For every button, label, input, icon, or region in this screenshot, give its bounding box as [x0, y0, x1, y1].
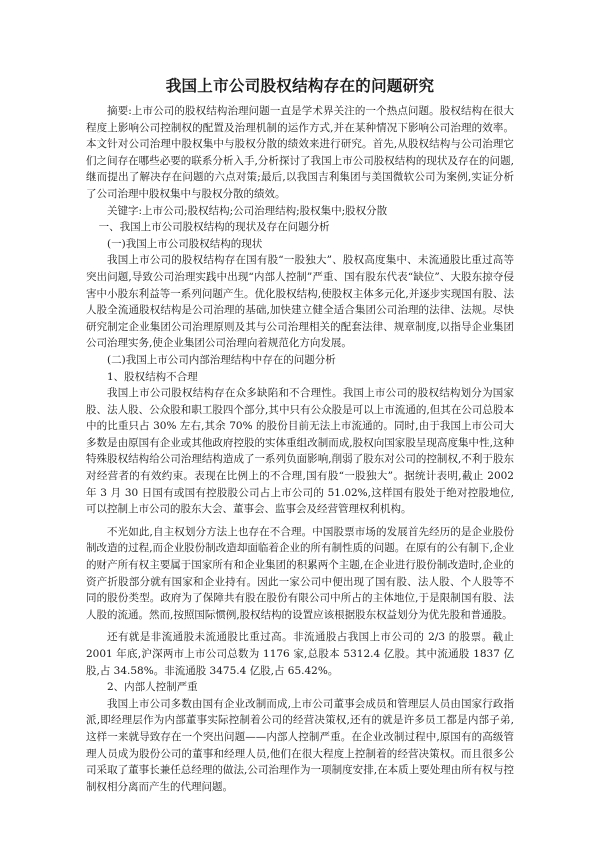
item-heading-2: 2、内部人控制严重: [107, 681, 198, 694]
subsection-1-paragraph: 我国上市公司的股权结构存在国有股“一股独大”、股权高度集中、未流通股比重过高等突出问题,导致公司治理实践中出现“内部人控制”严重、国有股东代表“缺位”、大股东掠夺侵害中小股东利益等一系列问题产生。优化股权结构,使股权主体多元化,并逐步实现国有股、法人股全流通股权结构是公司治理的基础,加快建立健全适合集团公司治理的法律、法规。尽快研究制定企业集团公司治理原则及其与公司治理相关的配套法律、规章制度,以指导企业集团公司治理实务,使企业集团公司治理向着规范化方向发展。: [86, 254, 514, 350]
item-1-paragraph-2: 不光如此,自主权划分方法上也存在不合理。中国股票市场的发展首先经历的是企业股份制改造的过程,而企业股份制改造却面临着企业的所有制性质的问题。在原有的公有制下,企业的财产所有权主要属于国家所有和企业集团的积累两个主题,在企业进行股份制改造时,企业的资产折股部分就有国家和企业持有。因此一家公司中便出现了国有股、法人股、个人股等不同的股份类型。政府为了保障共有股在股份有限公司中所占的主体地位,于是限制国有股、法人股的流通。然而,按照国际惯例,股权结构的设置应该根据股东权益划分为优先股和普通股。: [86, 525, 514, 621]
item-1-paragraph-3: 还有就是非流通股未流通股比重过高。非流通股占我国上市公司的 2/3 的股票。截止 2001 年底,沪深两市上市公司总数为 1176 家,总股本 5312.4 亿股。其中流通股 1837 亿股,占 34.58%。非流通股 3475.4 亿股,占 65.42%。: [86, 631, 514, 677]
item-1-paragraph-1: 我国上市公司股权结构存在众多缺陷和不合理性。我国上市公司的股权结构划分为国家股、法人股、公众股和职工股四个部分,其中只有公众股是可以上市流通的,但其在公司总股本中的比重只占 30% 左右,其余 70% 的股份目前无法上市流通的。同时,由于我国上市公司大多数是由原国有企业或其他政府控股的实体重组改制而成,股权向国家股呈现高度集中性,这种特殊股权结构给公司治理结构造成了一系列负面影响,削弱了股东对公司的控制权,不利于股东对经营者的有效约束。表现在比例上的不合理,国有股“一股独大”。据统计表明,截止 2002 年 3 月 30 日国有或国有控股股公司占上市公司的 51.02%,这样国有股处于绝对控股地位,可以控制上市公司的股东大会、董事会、监事会及经营管理权利机构。: [86, 387, 514, 516]
subsection-heading-2: (二)我国上市公司内部治理结构中存在的问题分析: [107, 353, 336, 366]
section-heading-1: 一、我国上市公司股权结构的现状及存在问题分析: [98, 221, 330, 234]
item-heading-1: 1、股权结构不合理: [107, 370, 198, 383]
keywords-line: 关键字:上市公司;股权结构;公司治理结构;股权集中;股权分散: [107, 204, 388, 217]
abstract-paragraph: 摘要:上市公司的股权结构治理问题一直是学术界关注的一个热点问题。股权结构在很大程度上影响公司控制权的配置及治理机制的运作方式,并在某种情况下影响公司治理的效率。本文针对公司治理中股权集中与股权分散的绩效来进行研究。首先,从股权结构与公司治理它们之间存在哪些必要的联系分析入手,分析探讨了我国上市公司股权结构的现状及存在的问题,继而提出了解决存在问题的六点对策;最后,以我国吉利集团与美国微软公司为案例,实证分析了公司治理中股权集中与股权分散的绩效。: [86, 105, 514, 200]
item-2-paragraph: 我国上市公司多数由国有企业改制而成,上市公司董事会成员和管理层人员由国家行政指派,即经理层作为内部董事实际控制着公司的经营决策权,还有的就是许多员工都是内部子弟,这样一来就导致存在一个突出问题——内部人控制严重。在企业改制过程中,原国有的高级管理人员成为股份公司的董事和经理人员,他们在很大程度上控制着的经营决策权。而且很多公司采取了董事长兼任总经理的做法,公司治理作为一项制度安排,在本质上要处理由所有权与控制权相分离而产生的代理问题。: [86, 697, 514, 793]
subsection-heading-1: (一)我国上市公司股权结构的现状: [107, 237, 263, 250]
document-title: 我国上市公司股权结构存在的问题研究: [165, 76, 435, 95]
